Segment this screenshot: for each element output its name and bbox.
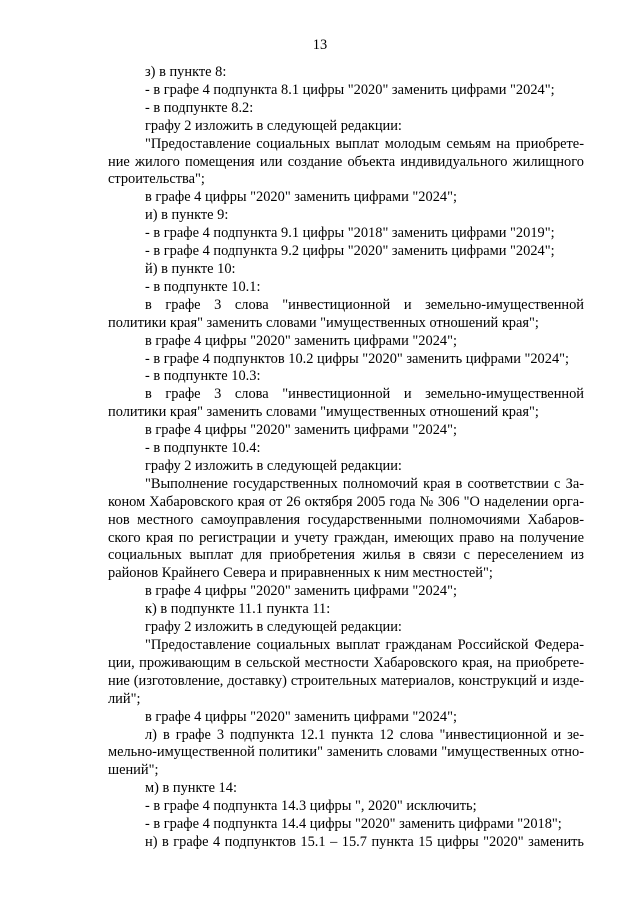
- paragraph: - в графе 4 подпункта 8.1 цифры "2020" заменить цифрами "2024";: [145, 81, 555, 98]
- paragraph: в графе 4 цифры "2020" заменить цифрами "2024";: [145, 422, 457, 439]
- paragraph: л) в графе 3 подпункта 12.1 пункта 12 слова "инвестиционной и земельно-имущественной политики" заменить словами "имущественных отношений";: [108, 726, 584, 779]
- paragraph: "Предоставление социальных выплат молодым семьям на приобретение жилого помещения или создание объекта индивидуального жилищного строительства";: [108, 135, 584, 188]
- paragraph: графу 2 изложить в следующей редакции:: [145, 619, 402, 636]
- paragraph: й) в пункте 10:: [145, 260, 236, 277]
- paragraph: к) в подпункте 11.1 пункта 11:: [145, 601, 331, 618]
- paragraph: н) в графе 4 подпунктов 15.1 – 15.7 пункта 15 цифры "2020" заменить: [145, 833, 584, 850]
- paragraph: - в подпункте 10.1:: [145, 278, 261, 295]
- paragraph: и) в пункте 9:: [145, 207, 229, 224]
- paragraph: - в графе 4 подпункта 14.4 цифры "2020" заменить цифрами "2018";: [145, 816, 562, 833]
- paragraph: в графе 3 слова "инвестиционной и земельно-имущественной политики края" заменить словами "имущественных отношений края";: [108, 386, 584, 421]
- paragraph: в графе 4 цифры "2020" заменить цифрами "2024";: [145, 189, 457, 206]
- paragraph: - в графе 4 подпункта 14.3 цифры ", 2020" исключить;: [145, 798, 477, 815]
- paragraph: - в графе 4 подпунктов 10.2 цифры "2020" заменить цифрами "2024";: [145, 350, 570, 367]
- paragraph: "Предоставление социальных выплат гражданам Российской Федерации, проживающим в сельской местности Хабаровского края, на приобретение (изготовление, доставку) строительных материалов, конструкций и изделий";: [108, 637, 584, 707]
- paragraph: - в графе 4 подпункта 9.2 цифры "2020" заменить цифрами "2024";: [145, 243, 555, 260]
- paragraph: в графе 4 цифры "2020" заменить цифрами "2024";: [145, 583, 457, 600]
- paragraph: в графе 4 цифры "2020" заменить цифрами "2024";: [145, 332, 457, 349]
- paragraph: - в подпункте 10.4:: [145, 440, 261, 457]
- page-number: 13: [312, 37, 328, 53]
- paragraph: - в графе 4 подпункта 9.1 цифры "2018" заменить цифрами "2019";: [145, 225, 555, 242]
- paragraph: графу 2 изложить в следующей редакции:: [145, 117, 402, 134]
- paragraph: з) в пункте 8:: [145, 64, 227, 80]
- paragraph: "Выполнение государственных полномочий края в соответствии с Законом Хабаровского края от 26 октября 2005 года № 306 "О наделении органов местного самоуправления государственными полномочиями Хабаровского края по регистрации и учету граждан, имеющих право на получение социальных выплат для приобретения жилья в связи с переселением из районов Крайнего Севера и приравненных к ним местностей";: [108, 475, 584, 582]
- paragraph: - в подпункте 10.3:: [145, 368, 261, 385]
- paragraph: графу 2 изложить в следующей редакции:: [145, 457, 402, 474]
- paragraph: в графе 4 цифры "2020" заменить цифрами "2024";: [145, 708, 457, 725]
- document-body: [108, 64, 584, 852]
- paragraph: м) в пункте 14:: [145, 780, 237, 797]
- paragraph: - в подпункте 8.2:: [145, 99, 254, 116]
- paragraph: в графе 3 слова "инвестиционной и земельно-имущественной политики края" заменить словами "имущественных отношений края";: [108, 296, 584, 331]
